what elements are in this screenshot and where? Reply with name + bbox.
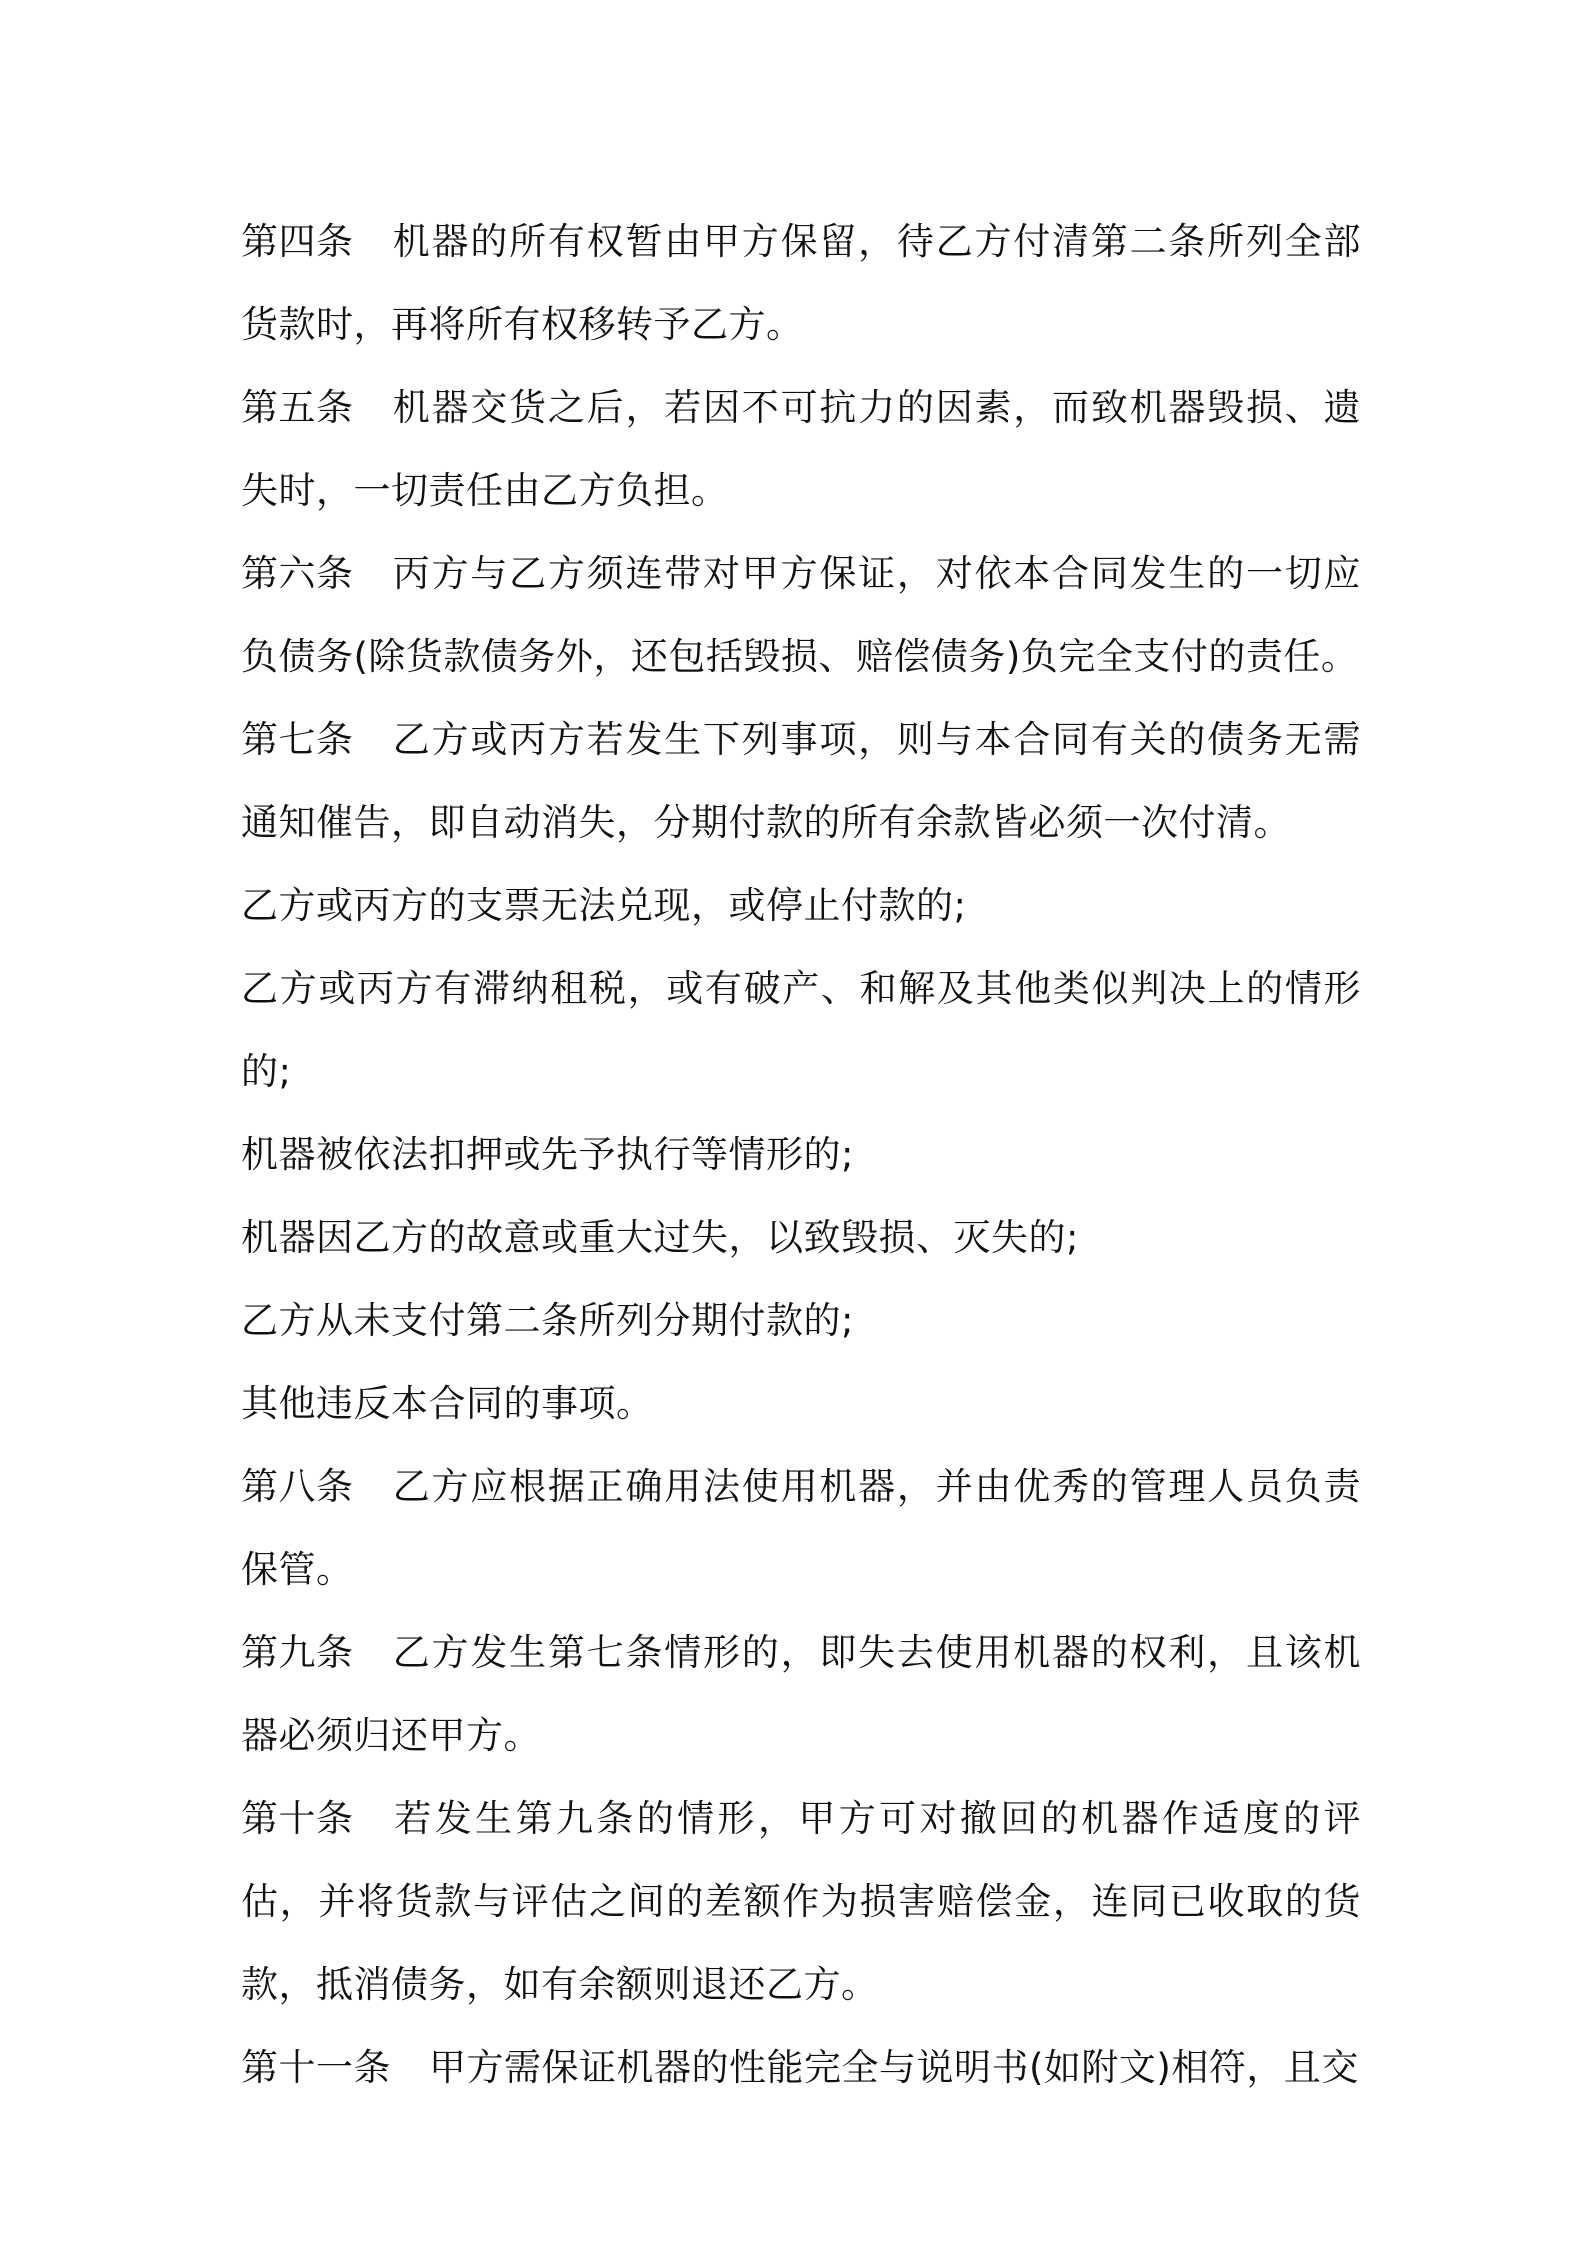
article-7-item	[241, 1113, 1361, 1196]
list-item-text: 机器被依法扣押或先予执行等情形的;	[241, 1133, 854, 1176]
article-text: 甲方需保证机器的性能完全与说明书(如附文)相符，且交	[429, 2046, 1359, 2089]
article-text: 丙方与乙方须连带对甲方保证，对依本合同发生的一切应负债务(除货款债务外，还包括毁损、赔偿债务)负完全支付的责任。	[241, 552, 1361, 678]
article-number: 第八条	[241, 1465, 354, 1508]
article-7-item	[241, 1362, 1361, 1445]
article-11-paragraph	[241, 2026, 1361, 2109]
list-item-text: 乙方或丙方的支票无法兑现，或停止付款的;	[241, 884, 967, 927]
article-number: 第六条	[241, 552, 354, 595]
article-text: 乙方或丙方若发生下列事项，则与本合同有关的债务无需通知催告，即自动消失，分期付款的所有余款皆必须一次付清。	[241, 718, 1361, 844]
contract-body	[241, 200, 1361, 2109]
article-7-item	[241, 947, 1361, 1113]
article-number: 第九条	[241, 1631, 354, 1674]
article-5-paragraph	[241, 366, 1361, 532]
list-item-text: 机器因乙方的故意或重大过失，以致毁损、灭失的;	[241, 1216, 1079, 1259]
article-text: 乙方应根据正确用法使用机器，并由优秀的管理人员负责保管。	[241, 1465, 1361, 1591]
article-6-paragraph	[241, 532, 1361, 698]
article-4-paragraph	[241, 200, 1361, 366]
article-text: 机器交货之后，若因不可抗力的因素，而致机器毁损、遗失时，一切责任由乙方负担。	[241, 386, 1361, 512]
article-9-paragraph	[241, 1611, 1361, 1777]
article-10-paragraph	[241, 1777, 1361, 2026]
article-number: 第十一条	[241, 2046, 391, 2089]
article-7-item	[241, 864, 1361, 947]
list-item-text: 乙方或丙方有滞纳租税，或有破产、和解及其他类似判决上的情形的;	[241, 967, 1361, 1093]
article-text: 若发生第九条的情形，甲方可对撤回的机器作适度的评估，并将货款与评估之间的差额作为损害赔偿金，连同已收取的货款，抵消债务，如有余额则退还乙方。	[241, 1797, 1361, 2006]
list-item-text: 其他违反本合同的事项。	[241, 1382, 654, 1425]
article-number: 第十条	[241, 1797, 354, 1840]
article-7-item	[241, 1279, 1361, 1362]
list-item-text: 乙方从未支付第二条所列分期付款的;	[241, 1299, 854, 1342]
article-number: 第五条	[241, 386, 354, 429]
article-number: 第四条	[241, 220, 354, 263]
article-7-item	[241, 1196, 1361, 1279]
article-text: 机器的所有权暂由甲方保留，待乙方付清第二条所列全部货款时，再将所有权移转予乙方。	[241, 220, 1361, 346]
article-number: 第七条	[241, 718, 354, 761]
article-7-paragraph	[241, 698, 1361, 864]
article-text: 乙方发生第七条情形的，即失去使用机器的权利，且该机器必须归还甲方。	[241, 1631, 1361, 1757]
article-8-paragraph	[241, 1445, 1361, 1611]
